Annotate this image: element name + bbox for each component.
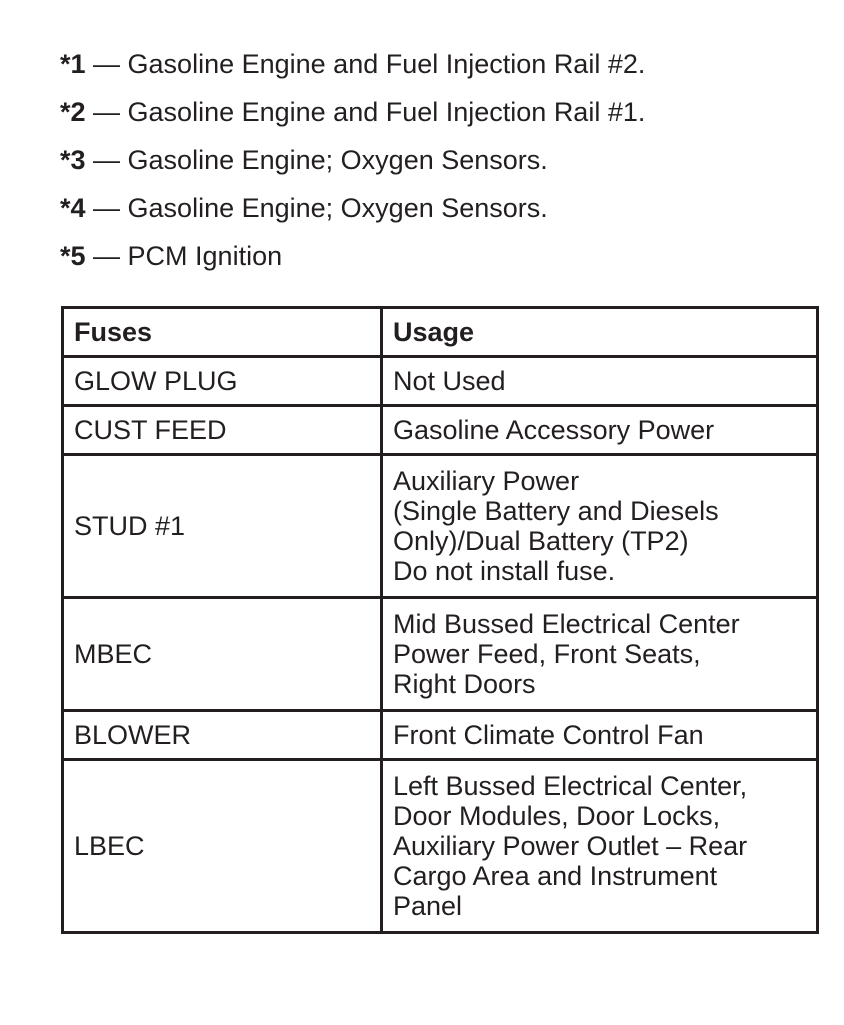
table-row <box>63 406 818 455</box>
footnote-text: — Gasoline Engine; Oxygen Sensors. <box>85 145 548 175</box>
table-row <box>63 760 818 933</box>
footnote-text: — Gasoline Engine and Fuel Injection Rail #2. <box>85 49 646 79</box>
footnote <box>60 184 645 232</box>
table-header-row <box>63 308 818 357</box>
usage-cell: Not Used <box>382 357 818 406</box>
fuse-cell: BLOWER <box>63 711 382 760</box>
table-row <box>63 357 818 406</box>
footnote <box>60 136 645 184</box>
column-header-usage: Usage <box>382 308 818 357</box>
footnote-text: — Gasoline Engine and Fuel Injection Rail #1. <box>85 97 646 127</box>
footnote-list <box>60 40 645 280</box>
usage-cell: Left Bussed Electrical Center, Door Modules, Door Locks, Auxiliary Power Outlet – Rear Cargo Area and Instrument Panel <box>382 760 818 933</box>
table-row <box>63 455 818 598</box>
fuse-cell: GLOW PLUG <box>63 357 382 406</box>
footnote-text: — PCM Ignition <box>85 241 283 271</box>
usage-cell: Mid Bussed Electrical Center Power Feed, Front Seats, Right Doors <box>382 598 818 711</box>
table-row <box>63 711 818 760</box>
usage-cell: Front Climate Control Fan <box>382 711 818 760</box>
footnote <box>60 40 645 88</box>
fuse-cell: STUD #1 <box>63 455 382 598</box>
column-header-fuses: Fuses <box>63 308 382 357</box>
footnote <box>60 88 645 136</box>
usage-cell: Auxiliary Power (Single Battery and Diesels Only)/Dual Battery (TP2) Do not install fuse. <box>382 455 818 598</box>
footnote <box>60 232 645 280</box>
usage-cell: Gasoline Accessory Power <box>382 406 818 455</box>
fuse-usage-table <box>61 306 819 934</box>
footnote-key: *4 <box>60 193 86 223</box>
footnote-key: *1 <box>60 49 86 79</box>
footnote-key: *3 <box>60 145 86 175</box>
footnote-text: — Gasoline Engine; Oxygen Sensors. <box>85 193 548 223</box>
fuse-cell: LBEC <box>63 760 382 933</box>
footnote-key: *5 <box>60 241 86 271</box>
table-row <box>63 598 818 711</box>
footnote-key: *2 <box>60 97 86 127</box>
fuse-cell: MBEC <box>63 598 382 711</box>
fuse-cell: CUST FEED <box>63 406 382 455</box>
